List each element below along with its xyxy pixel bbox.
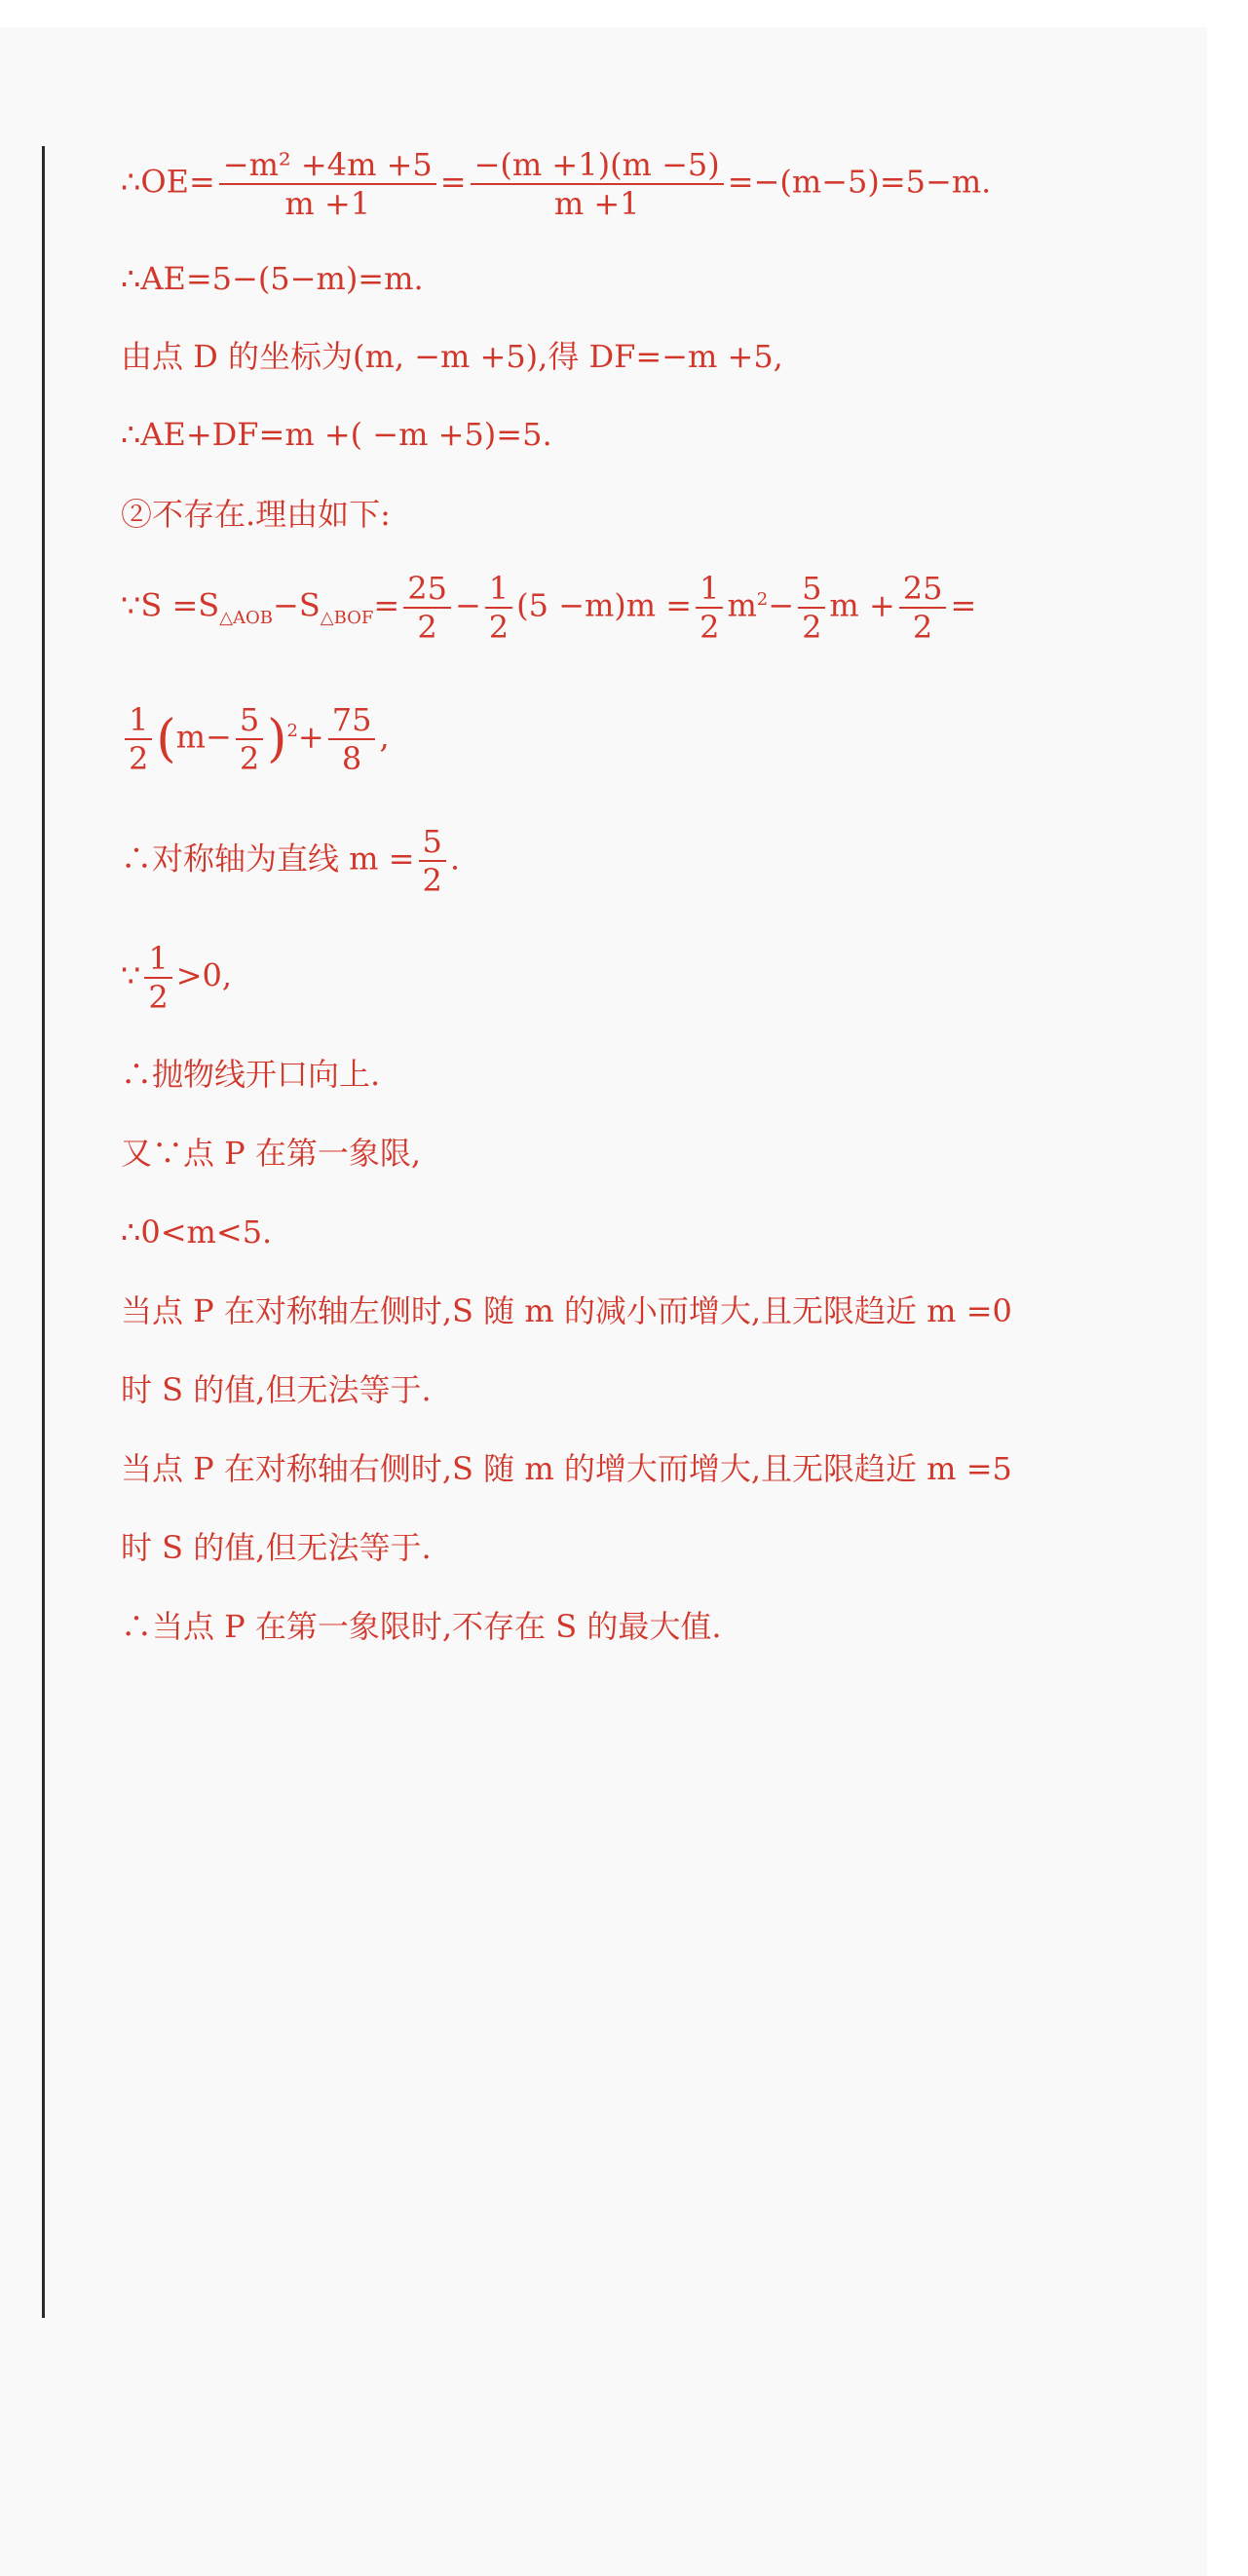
line-conclusion: ∴当点 P 在第一象限时,不存在 S 的最大值. (121, 1608, 722, 1645)
top-margin (0, 0, 1248, 27)
line-left-of-axis-cont: 时 S 的值,但无法等于. (121, 1371, 432, 1408)
line-ae-df-sum: ∴AE+DF=m +( −m +5)=5. (121, 416, 552, 453)
left-margin-rule (42, 146, 45, 2318)
cs-fraction-1: $\frac{1}{2}$ (125, 701, 152, 777)
line-df: 由点 D 的坐标为(m, −m +5),得 DF=−m +5, (121, 338, 783, 375)
line-ae: ∴AE=5−(5−m)=m. (121, 260, 424, 297)
line-right-of-axis-cont: 时 S 的值,但无法等于. (121, 1529, 432, 1566)
line-parabola-opens-up: ∴抛物线开口向上. (121, 1056, 381, 1093)
axis-fraction: $\frac{5}{2}$ (419, 823, 446, 899)
coefficient-fraction: $\frac{1}{2}$ (144, 940, 171, 1016)
line-left-of-axis: 当点 P 在对称轴左侧时,S 随 m 的减小而增大,且无限趋近 m =0 (121, 1292, 1012, 1329)
line-coefficient-positive: ∵ $\frac{1}{2}$ >0, (121, 940, 233, 1016)
line-right-of-axis: 当点 P 在对称轴右侧时,S 随 m 的增大而增大,且无限趋近 m =5 (121, 1450, 1012, 1487)
cs-fraction-3: $\frac{75}{8}$ (328, 701, 376, 777)
line-completed-square: $\frac{1}{2}$ (m− $\frac{5}{2}$ )$^2$+ $\frac{75}{8}$ , (121, 701, 390, 777)
line-m-range: ∴0<m<5. (121, 1213, 273, 1251)
line-point-p-first-quadrant: 又∵点 P 在第一象限, (121, 1135, 422, 1172)
line-oe (121, 146, 991, 222)
oe-equals: = (439, 163, 467, 201)
oe-fraction-2: $\frac{-(m +1)(m -5)}{m +1}$ (471, 146, 724, 222)
cs-fraction-2: $\frac{5}{2}$ (236, 701, 263, 777)
right-margin (1207, 0, 1248, 2576)
s-fraction-4: $\frac{5}{2}$ (798, 570, 825, 646)
s-fraction-3: $\frac{1}{2}$ (696, 570, 723, 646)
oe-fraction-1: $\frac{\text{−m² +4m +5}}{m +1}$ (219, 146, 436, 222)
s-fraction-5: $\frac{25}{2}$ (899, 570, 947, 646)
oe-tail: =−(m−5)=5−m. (727, 163, 992, 201)
s-fraction-2: $\frac{1}{2}$ (485, 570, 512, 646)
line-axis-of-symmetry: ∴对称轴为直线 m = $\frac{5}{2}$ . (121, 823, 461, 899)
s-fraction-1: $\frac{25}{2}$ (403, 570, 451, 646)
oe-lead: ∴OE= (121, 163, 215, 201)
line-s-expression: ∵S $=S_{\triangle AOB}-S_{\triangle BOF}=$ $\frac{25}{2}$ − $\frac{1}{2}$ (5 −m)m = $\frac{1}{2}$ $m^2-$ $\frac{5}{2}$ m + $\frac{25}{2}$ = (121, 570, 977, 646)
line-part-2-heading: ②不存在.理由如下: (121, 496, 391, 533)
